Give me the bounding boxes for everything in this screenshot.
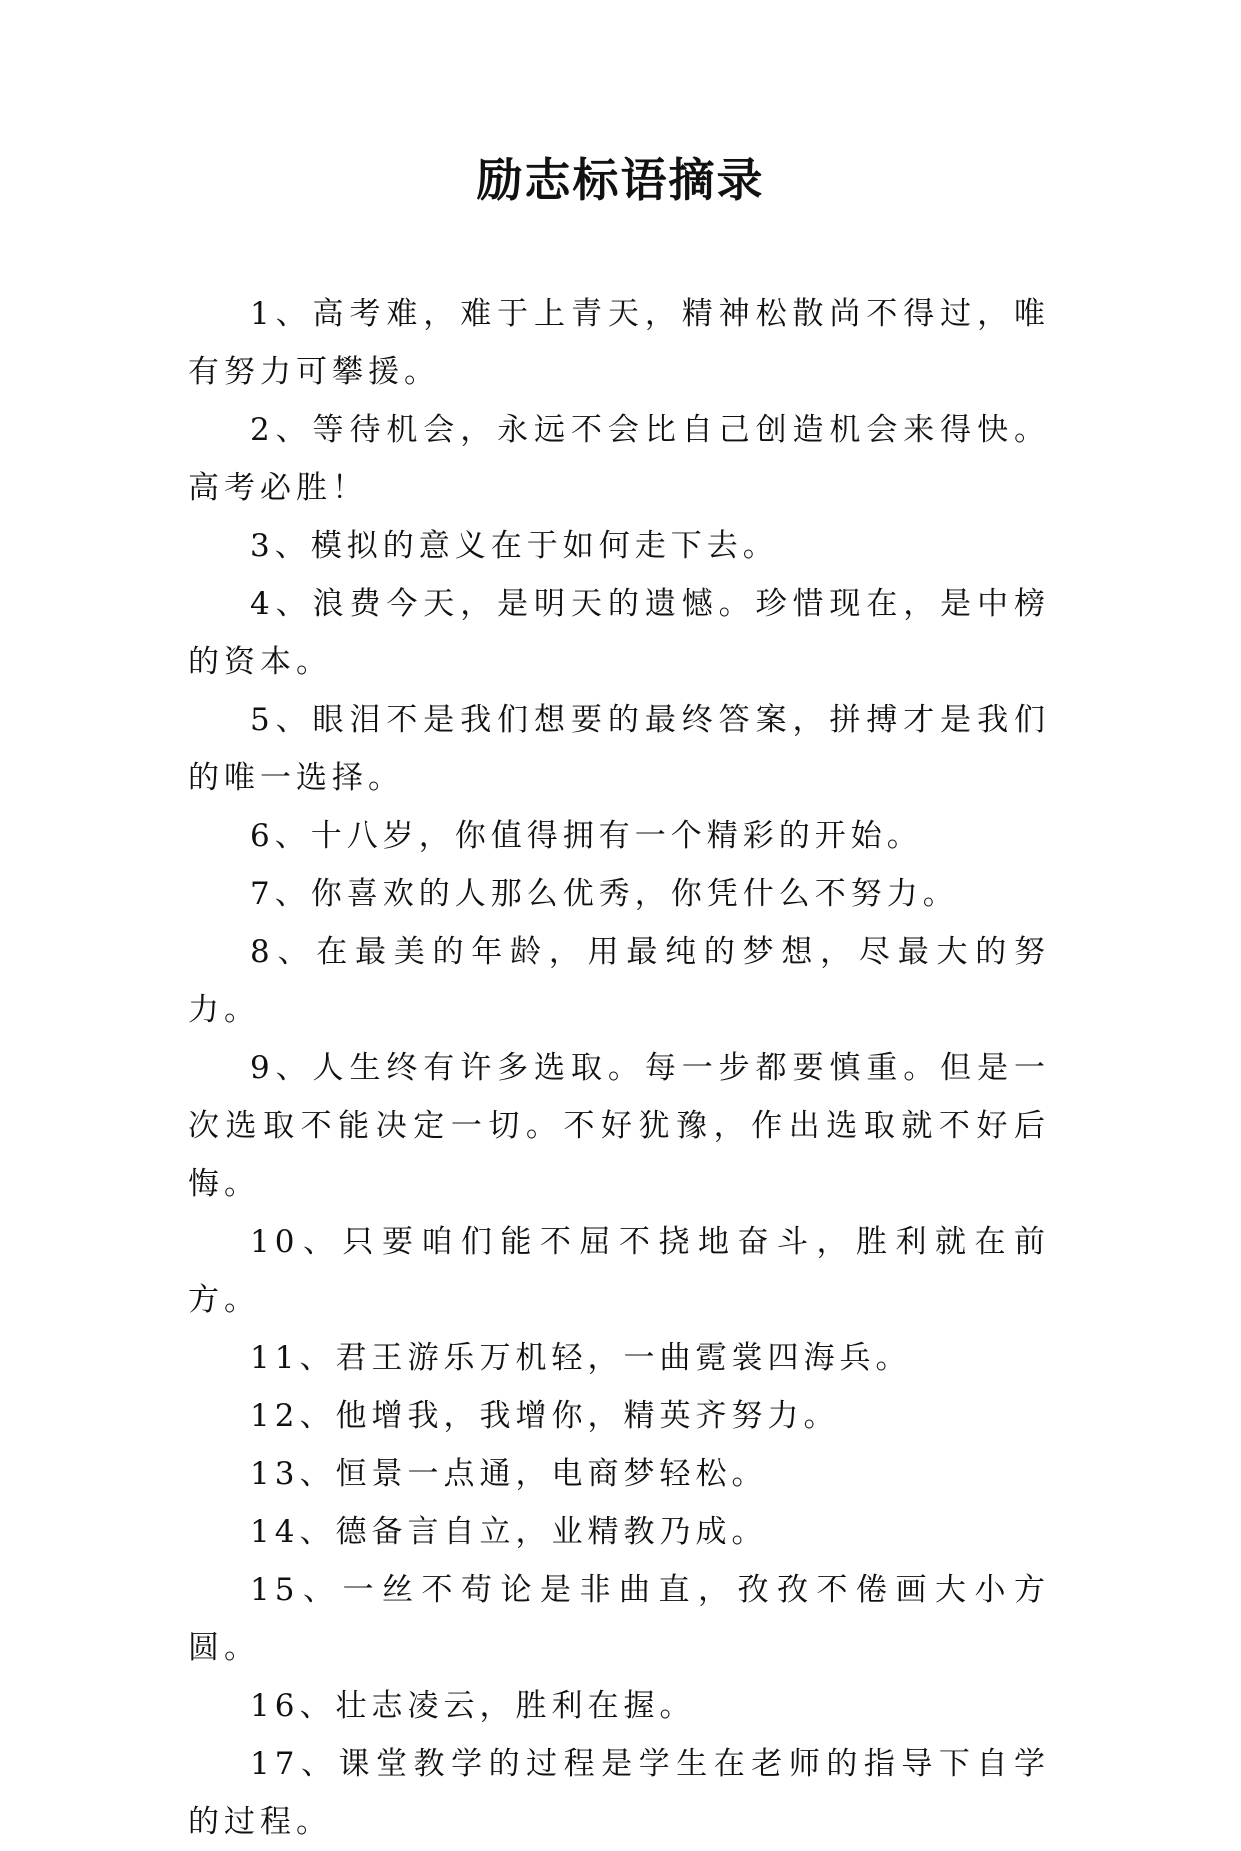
slogan-paragraph-1: 1、高考难，难于上青天，精神松散尚不得过，唯有努力可攀援。 bbox=[188, 296, 1050, 390]
slogan-paragraph-16: 16、壮志凌云，胜利在握。 bbox=[250, 1688, 696, 1724]
slogan-paragraph-10: 10、只要咱们能不屈不挠地奋斗，胜利就在前方。 bbox=[188, 1224, 1050, 1318]
slogan-paragraph-8: 8、在最美的年龄，用最纯的梦想，尽最大的努力。 bbox=[188, 934, 1050, 1028]
slogan-paragraph-9: 9、人生终有许多选取。每一步都要慎重。但是一次选取不能决定一切。不好犹豫，作出选取就不好后悔。 bbox=[188, 1050, 1050, 1202]
slogan-paragraph-5: 5、眼泪不是我们想要的最终答案，拼搏才是我们的唯一选择。 bbox=[188, 702, 1050, 796]
slogan-paragraph-15: 15、一丝不苟论是非曲直，孜孜不倦画大小方圆。 bbox=[188, 1572, 1050, 1666]
slogan-paragraph-11: 11、君王游乐万机轻，一曲霓裳四海兵。 bbox=[250, 1340, 912, 1376]
document-title: 励志标语摘录 bbox=[476, 153, 765, 207]
slogan-paragraph-13: 13、恒景一点通，电商梦轻松。 bbox=[250, 1456, 768, 1492]
slogan-paragraph-7: 7、你喜欢的人那么优秀，你凭什么不努力。 bbox=[250, 876, 959, 912]
slogan-paragraph-3: 3、模拟的意义在于如何走下去。 bbox=[250, 528, 779, 564]
slogan-paragraph-2: 2、等待机会，永远不会比自己创造机会来得快。高考必胜！ bbox=[188, 412, 1050, 506]
slogan-paragraph-14: 14、德备言自立，业精教乃成。 bbox=[250, 1514, 768, 1550]
slogan-paragraph-17: 17、课堂教学的过程是学生在老师的指导下自学的过程。 bbox=[188, 1746, 1050, 1840]
slogan-paragraph-4: 4、浪费今天，是明天的遗憾。珍惜现在，是中榜的资本。 bbox=[188, 586, 1050, 680]
document-body bbox=[188, 285, 1050, 1851]
slogan-paragraph-12: 12、他增我，我增你，精英齐努力。 bbox=[250, 1398, 840, 1434]
slogan-paragraph-6: 6、十八岁，你值得拥有一个精彩的开始。 bbox=[250, 818, 923, 854]
